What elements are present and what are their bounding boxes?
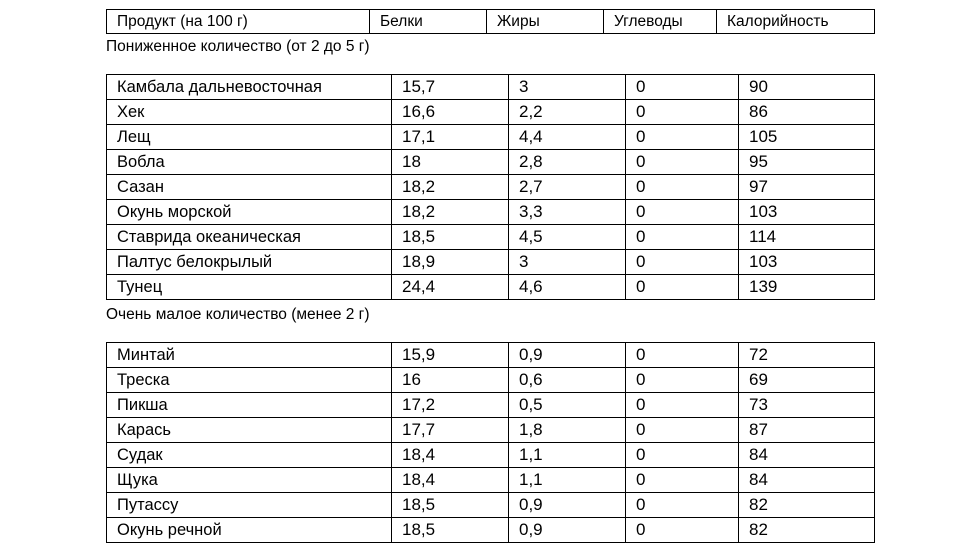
cell-protein: 15,9 <box>392 343 509 368</box>
cell-carbs: 0 <box>626 468 739 493</box>
cell-fat: 2,8 <box>509 150 626 175</box>
cell-calories: 95 <box>739 150 875 175</box>
table-row <box>107 368 875 393</box>
cell-protein: 18,2 <box>392 200 509 225</box>
cell-protein: 18,2 <box>392 175 509 200</box>
cell-carbs: 0 <box>626 518 739 543</box>
cell-protein: 18,5 <box>392 225 509 250</box>
table-row <box>107 125 875 150</box>
cell-calories: 86 <box>739 100 875 125</box>
cell-fat: 3 <box>509 75 626 100</box>
cell-product: Палтус белокрылый <box>107 250 392 275</box>
table-reduced-fat <box>106 74 875 300</box>
section-label-very-low: Очень малое количество (менее 2 г) <box>106 306 370 323</box>
cell-product: Минтай <box>107 343 392 368</box>
cell-protein: 17,7 <box>392 418 509 443</box>
cell-fat: 0,9 <box>509 518 626 543</box>
cell-carbs: 0 <box>626 200 739 225</box>
cell-carbs: 0 <box>626 275 739 300</box>
cell-carbs: 0 <box>626 393 739 418</box>
cell-protein: 18,4 <box>392 443 509 468</box>
cell-product: Судак <box>107 443 392 468</box>
cell-product: Карась <box>107 418 392 443</box>
cell-product: Окунь морской <box>107 200 392 225</box>
cell-product: Треска <box>107 368 392 393</box>
cell-carbs: 0 <box>626 100 739 125</box>
table-row <box>107 493 875 518</box>
cell-calories: 97 <box>739 175 875 200</box>
cell-product: Вобла <box>107 150 392 175</box>
cell-carbs: 0 <box>626 75 739 100</box>
header-table <box>106 9 875 34</box>
cell-product: Пикша <box>107 393 392 418</box>
cell-fat: 0,6 <box>509 368 626 393</box>
cell-protein: 18,9 <box>392 250 509 275</box>
cell-calories: 139 <box>739 275 875 300</box>
cell-protein: 18 <box>392 150 509 175</box>
cell-protein: 17,2 <box>392 393 509 418</box>
cell-calories: 87 <box>739 418 875 443</box>
cell-carbs: 0 <box>626 343 739 368</box>
cell-fat: 3,3 <box>509 200 626 225</box>
table-row <box>107 225 875 250</box>
cell-carbs: 0 <box>626 368 739 393</box>
cell-calories: 69 <box>739 368 875 393</box>
cell-carbs: 0 <box>626 493 739 518</box>
cell-protein: 24,4 <box>392 275 509 300</box>
cell-fat: 1,1 <box>509 443 626 468</box>
cell-calories: 73 <box>739 393 875 418</box>
cell-calories: 114 <box>739 225 875 250</box>
table-row <box>107 150 875 175</box>
table-row <box>107 200 875 225</box>
cell-protein: 16 <box>392 368 509 393</box>
cell-fat: 1,1 <box>509 468 626 493</box>
cell-fat: 2,7 <box>509 175 626 200</box>
cell-protein: 15,7 <box>392 75 509 100</box>
table-row <box>107 468 875 493</box>
cell-fat: 0,9 <box>509 493 626 518</box>
cell-protein: 17,1 <box>392 125 509 150</box>
cell-fat: 0,5 <box>509 393 626 418</box>
cell-protein: 18,5 <box>392 493 509 518</box>
cell-calories: 84 <box>739 443 875 468</box>
table-row <box>107 393 875 418</box>
cell-fat: 4,5 <box>509 225 626 250</box>
cell-product: Тунец <box>107 275 392 300</box>
cell-product: Окунь речной <box>107 518 392 543</box>
header-row <box>107 10 875 34</box>
cell-calories: 103 <box>739 250 875 275</box>
header-product: Продукт (на 100 г) <box>107 10 370 34</box>
cell-carbs: 0 <box>626 418 739 443</box>
cell-carbs: 0 <box>626 225 739 250</box>
header-fat: Жиры <box>487 10 604 34</box>
cell-calories: 72 <box>739 343 875 368</box>
cell-product: Хек <box>107 100 392 125</box>
cell-fat: 0,9 <box>509 343 626 368</box>
cell-product: Путассу <box>107 493 392 518</box>
cell-product: Камбала дальневосточная <box>107 75 392 100</box>
cell-product: Сазан <box>107 175 392 200</box>
cell-carbs: 0 <box>626 150 739 175</box>
table-row <box>107 418 875 443</box>
cell-fat: 3 <box>509 250 626 275</box>
header-protein: Белки <box>370 10 487 34</box>
cell-product: Щука <box>107 468 392 493</box>
table-row <box>107 75 875 100</box>
cell-calories: 82 <box>739 518 875 543</box>
table-row <box>107 343 875 368</box>
cell-fat: 2,2 <box>509 100 626 125</box>
table-row <box>107 175 875 200</box>
cell-calories: 90 <box>739 75 875 100</box>
cell-protein: 18,4 <box>392 468 509 493</box>
table-row <box>107 275 875 300</box>
table-row <box>107 100 875 125</box>
cell-calories: 82 <box>739 493 875 518</box>
section-label-reduced: Пониженное количество (от 2 до 5 г) <box>106 38 370 55</box>
cell-carbs: 0 <box>626 443 739 468</box>
cell-protein: 18,5 <box>392 518 509 543</box>
cell-fat: 4,4 <box>509 125 626 150</box>
cell-carbs: 0 <box>626 250 739 275</box>
cell-protein: 16,6 <box>392 100 509 125</box>
table-very-low-fat <box>106 342 875 543</box>
cell-fat: 4,6 <box>509 275 626 300</box>
cell-product: Ставрида океаническая <box>107 225 392 250</box>
cell-calories: 103 <box>739 200 875 225</box>
cell-carbs: 0 <box>626 175 739 200</box>
header-calories: Калорийность <box>717 10 875 34</box>
cell-product: Лещ <box>107 125 392 150</box>
table-row <box>107 518 875 543</box>
cell-carbs: 0 <box>626 125 739 150</box>
cell-calories: 105 <box>739 125 875 150</box>
header-carbs: Углеводы <box>604 10 717 34</box>
table-row <box>107 443 875 468</box>
cell-fat: 1,8 <box>509 418 626 443</box>
cell-calories: 84 <box>739 468 875 493</box>
table-row <box>107 250 875 275</box>
